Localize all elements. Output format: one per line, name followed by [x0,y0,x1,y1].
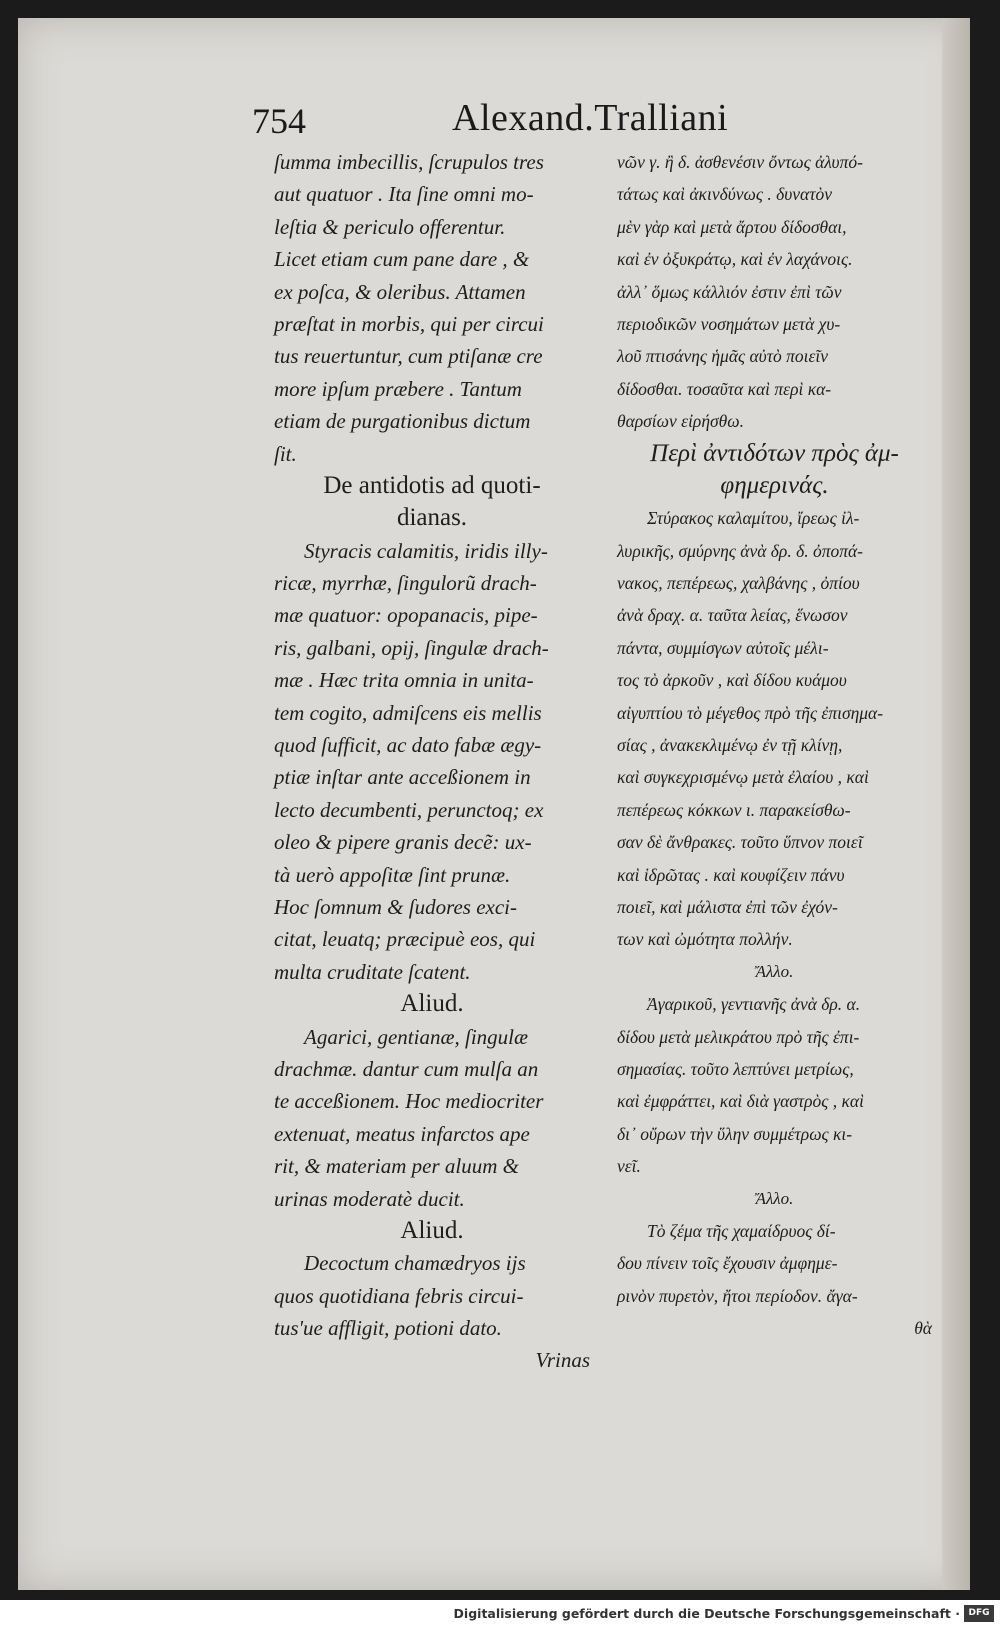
latin-line: more ipſum præbere . Tantum [274,376,522,401]
latin-line: Decoctum chamædryos ijs [304,1251,526,1276]
running-title: Alexand.Tralliani [452,97,729,139]
greek-line: καὶ ἱδρῶτας . καὶ κουφίζειν πάνυ [617,864,845,885]
latin-line: quod ſufficit, ac dato fabæ ægy- [274,733,542,758]
latin-line: ptiæ inſtar ante acceßionem in [274,765,531,790]
latin-line: urinas moderatè ducit. [274,1186,465,1211]
latin-line: ſumma imbecillis, ſcrupulos tres [274,150,544,174]
greek-line: δου πίνειν τοῖς ἔχουσιν ἀμφημε- [617,1253,838,1274]
section-heading: φημερινάς. [720,471,829,499]
latin-line: ricæ, myrrhæ, ſingulorũ drach- [274,571,537,596]
latin-line: tus'ue affligit, potioni dato. [274,1316,502,1341]
latin-line: lecto decumbenti, perunctoq; ex [274,797,544,822]
greek-line: νεῖ. [617,1156,641,1177]
latin-line: ris, galbani, opij, ſingulæ drach- [274,635,549,660]
latin-line: Licet etiam cum pane dare , & [274,247,530,272]
latin-line: multa cruditate ſcatent. [274,959,471,984]
greek-line: τος τὸ ἀρκοῦν , καὶ δίδου κυάμου [617,670,847,691]
digitization-credit: Digitalisierung gefördert durch die Deutsche Forschungsgemeinschaft · [453,1606,960,1621]
greek-line: λοῦ πτισάνης ἡμᾶς αὐτὸ ποιεῖν [617,346,829,367]
greek-line: δίδοσθαι. τοσαῦτα καὶ περὶ κα- [617,378,832,399]
section-heading: De antidotis ad quoti- [323,471,541,499]
latin-line: Styracis calamitis, iridis illy- [304,538,548,563]
latin-line: extenuat, meatus infarctos ape [274,1121,530,1146]
section-heading: Ἄλλο. [755,961,794,981]
latin-line: Agarici, gentianæ, ſingulæ [304,1024,528,1049]
greek-line: πεπέρεως κόκκων ι. παρακείσθω- [617,799,851,820]
latin-line: mæ quatuor: opopanacis, pipe- [274,603,538,628]
greek-line: νακος, πεπέρεως, χαλβάνης , ὀπίου [617,573,860,594]
latin-column [274,146,590,1377]
latin-line: etiam de purgationibus dictum [274,409,531,434]
greek-line: σαν δὲ ἄνθρακες. τοῦτο ὕπνον ποιεῖ [617,832,863,853]
latin-line: te acceßionem. Hoc mediocriter [274,1089,544,1114]
greek-line: θαρσίων εἰρήσθω. [617,411,744,432]
latin-line: citat, leuatq; præcipuè eos, qui [274,927,536,952]
latin-line: rit, & materiam per aluum & [274,1154,519,1179]
greek-line: τάτως καὶ ἀκινδύνως . δυνατὸν [617,184,832,205]
greek-line: πάντα, συμμίσγων αὐτοῖς μέλι- [617,637,829,658]
greek-column [617,146,932,1344]
greek-line: καὶ ἐν ὀξυκράτῳ, καὶ ἐν λαχάνοις. [617,249,853,270]
latin-line: mæ . Hæc trita omnia in unita- [274,668,534,693]
page-edge [942,18,970,1590]
section-heading: Ἄλλο. [755,1188,794,1208]
greek-line: δίδου μετὰ μελικράτου πρὸ τῆς ἐπι- [617,1026,860,1047]
latin-line: drachmæ. dantur cum mulſa an [274,1056,539,1081]
catchword: θὰ [914,1318,932,1339]
section-heading: Aliud. [400,990,464,1018]
page-number: 754 [252,101,306,141]
greek-line: αἰγυπτίου τὸ μέγεθος πρὸ τῆς ἐπισημα- [617,702,884,723]
greek-line: Τὸ ζέμα τῆς χαμαίδρυος δί- [647,1220,836,1241]
footer [0,1600,1000,1628]
greek-line: ἀλλ᾽ ὅμως κάλλιόν ἐστιν ἐπὶ τῶν [617,281,842,302]
latin-line: Hoc ſomnum & ſudores exci- [274,894,517,919]
latin-line: ex poſca, & oleribus. Attamen [274,279,526,304]
greek-line: σίας , ἀνακεκλιμένῳ ἐν τῇ κλίνῃ, [617,735,843,756]
greek-line: καὶ ἐμφράττει, καὶ διὰ γαστρὸς , καὶ [617,1091,864,1112]
greek-line: των καὶ ὠμότητα πολλήν. [617,929,793,950]
section-heading: dianas. [396,504,468,532]
greek-line: καὶ συγκεχρισμένῳ μετὰ ἐλαίου , καὶ [617,767,869,788]
latin-line: tem cogito, admiſcens eis mellis [274,700,542,725]
greek-line: ἀνὰ δραχ. α. ταῦτα λείας, ἕνωσον [617,605,848,626]
greek-line: ρινὸν πυρετὸν, ἤτοι περίοδον. ἄγα- [617,1285,858,1306]
latin-line: tus reuertuntur, cum ptiſanæ cre [274,344,543,369]
latin-line: quos quotidiana febris circui- [274,1283,524,1308]
running-head [252,96,772,144]
latin-line: aut quatuor . Ita ſine omni mo- [274,182,534,207]
greek-line: δι᾽ οὔρων τὴν ὕλην συμμέτρως κι- [617,1123,853,1144]
latin-line: leſtia & periculo offerentur. [274,214,506,239]
greek-line: μὲν γὰρ καὶ μετὰ ἄρτου δίδοσθαι, [617,216,847,237]
greek-line: νῶν γ. ἢ δ. ἀσθενέσιν ὄντως ἀλυπό- [617,152,863,172]
latin-line: oleo & pipere granis decẽ: ux- [274,830,532,855]
section-heading: Aliud. [400,1216,464,1244]
greek-line: λυρικῆς, σμύρνης ἀνὰ δρ. δ. ὀποπά- [617,540,864,561]
catchword: Vrinas [535,1348,590,1373]
section-heading: Περὶ ἀντιδότων πρὸς ἀμ- [650,439,899,467]
greek-line: ποιεῖ, καὶ μάλιστα ἐπὶ τῶν ἐχόν- [617,896,838,917]
dfg-logo: DFG [964,1605,994,1622]
latin-line: præſtat in morbis, qui per circui [274,311,544,336]
greek-line: Ἀγαρικοῦ, γεντιανῆς ἀνὰ δρ. α. [647,994,861,1015]
latin-line: ſit. [274,441,297,466]
greek-line: περιοδικῶν νοσημάτων μετὰ χυ- [617,313,841,334]
greek-line: Στύρακος καλαμίτου, ἴρεως ἰλ- [647,508,860,529]
latin-line: tà uerò appoſitæ ſint prunæ. [274,862,511,887]
greek-line: σημασίας. τοῦτο λεπτύνει μετρίως, [617,1058,854,1079]
